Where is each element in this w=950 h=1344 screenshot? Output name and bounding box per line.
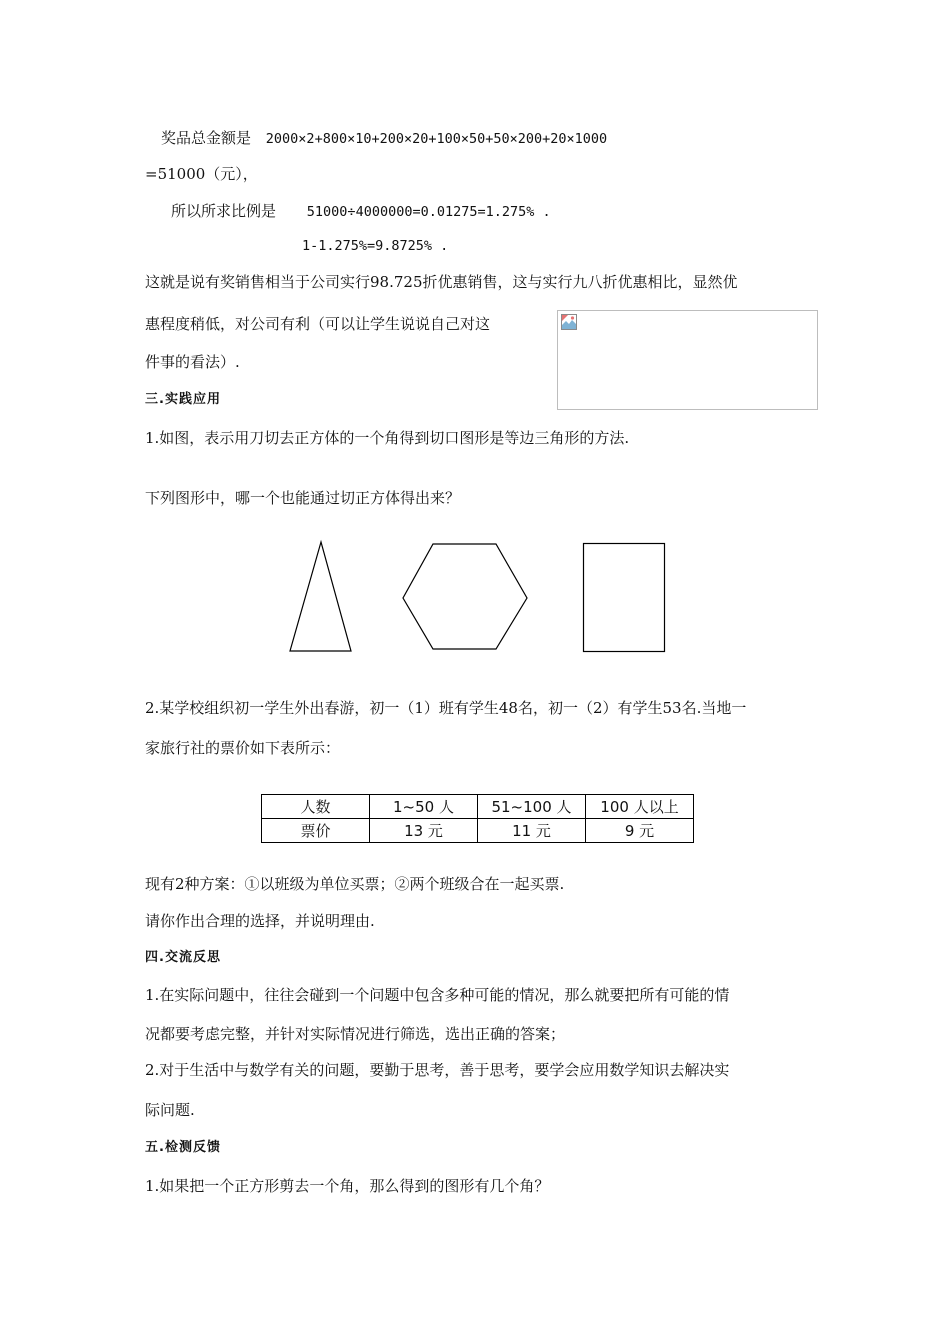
section-5-q1: 1.如果把一个正方形剪去一个角，那么得到的图形有几个角？ — [145, 1177, 550, 1195]
calc-line-3 — [171, 201, 551, 222]
table-cell: 13 元 — [370, 819, 478, 843]
rectangle-figure — [580, 540, 668, 654]
ticket-price-table — [261, 794, 694, 843]
section-4-heading: 四.交流反思 — [145, 950, 221, 965]
hexagon-figure — [400, 540, 530, 654]
section-4-p2-line-2: 际问题. — [145, 1101, 195, 1119]
section-3-heading: 三.实践应用 — [145, 392, 221, 407]
calc-line-1-expr: 2000×2+800×10+200×20+100×50+50×200+20×1000 — [265, 131, 608, 147]
table-cell: 100 人以上 — [586, 795, 694, 819]
section-4-p1-line-1: 1.在实际问题中，往往会碰到一个问题中包含多种可能的情况，那么就要把所有可能的情 — [145, 986, 730, 1004]
calc-line-2: =51000（元）， — [145, 165, 258, 183]
table-cell: 51~100 人 — [478, 795, 586, 819]
section-5-heading: 五.检测反馈 — [145, 1140, 221, 1155]
section-4-p1-line-2: 况都要考虑完整，并针对实际情况进行筛选，选出正确的答案； — [145, 1025, 566, 1043]
section-3-q2-line-4: 请你作出合理的选择，并说明理由. — [145, 912, 375, 930]
section-3-q1-line-2: 下列图形中，哪一个也能通过切正方体得出来？ — [145, 489, 461, 507]
table-cell: 人数 — [262, 795, 370, 819]
calc-line-4: 1-1.275%=9.8725% . — [302, 238, 449, 254]
missing-image-frame — [557, 310, 818, 410]
table-row — [262, 819, 694, 843]
section-3-q2-line-2: 家旅行社的票价如下表所示： — [145, 739, 341, 757]
calc-line-3-label: 所以所求比例是 — [171, 202, 277, 220]
section-3-q2-line-1: 2.某学校组织初一学生外出春游，初一（1）班有学生48名，初一（2）有学生53名.当地一 — [145, 699, 747, 717]
conclusion-line-2: 惠程度稍低，对公司有利（可以让学生说说自己对这 — [145, 315, 491, 333]
section-4-p2-line-1: 2.对于生活中与数学有关的问题，要勤于思考，善于思考，要学会应用数学知识去解决实 — [145, 1061, 730, 1079]
section-3-q2-line-3: 现有2种方案：①以班级为单位买票；②两个班级合在一起买票. — [145, 875, 565, 893]
table-cell: 11 元 — [478, 819, 586, 843]
triangle-figure — [285, 538, 357, 656]
calc-line-1 — [161, 128, 607, 149]
table-cell: 1~50 人 — [370, 795, 478, 819]
conclusion-line-1: 这就是说有奖销售相当于公司实行98.725折优惠销售，这与实行九八折优惠相比，显然优 — [145, 273, 738, 291]
conclusion-line-3: 件事的看法）. — [145, 353, 240, 371]
broken-image-icon — [561, 314, 577, 330]
table-cell: 票价 — [262, 819, 370, 843]
section-3-q1-line-1: 1.如图，表示用刀切去正方体的一个角得到切口图形是等边三角形的方法. — [145, 429, 630, 447]
calc-line-1-label: 奖品总金额是 — [161, 129, 252, 147]
table-row — [262, 795, 694, 819]
table-cell: 9 元 — [586, 819, 694, 843]
calc-line-3-expr: 51000÷4000000=0.01275=1.275% . — [306, 204, 551, 220]
